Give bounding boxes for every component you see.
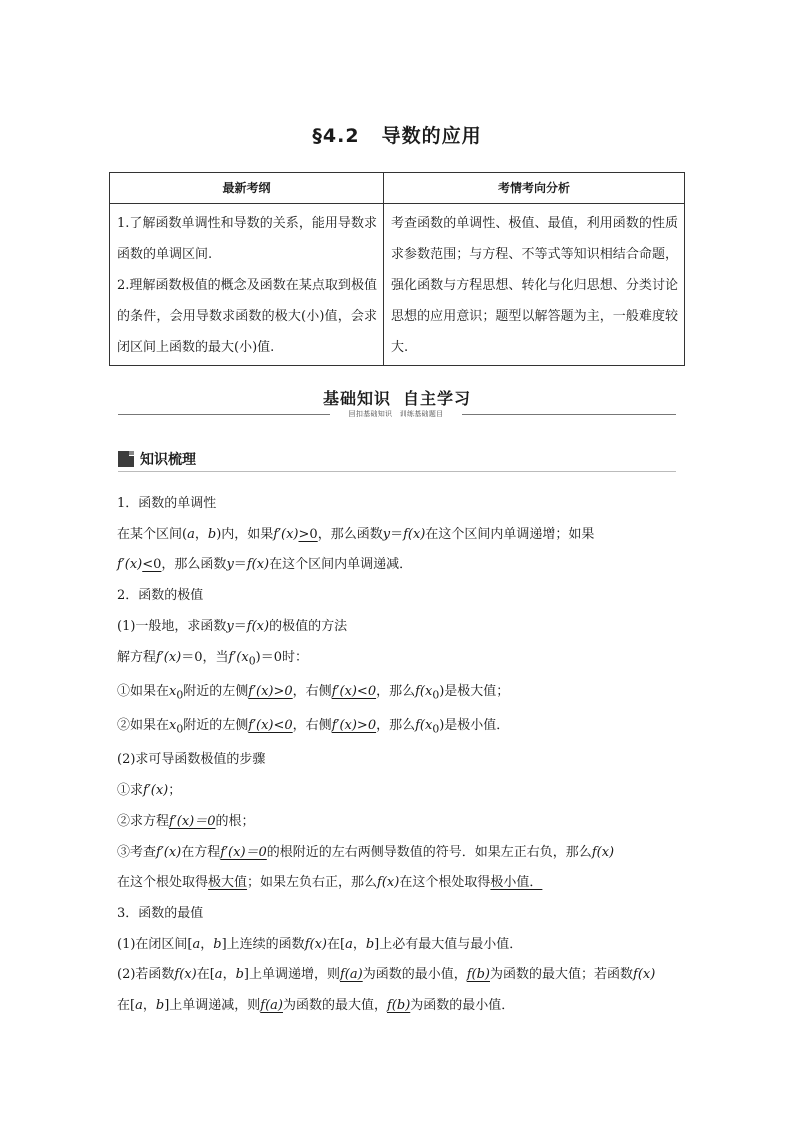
- knowledge-content: [117, 489, 677, 1022]
- section-heading: [0, 386, 794, 409]
- knowledge-heading: [118, 449, 196, 469]
- square-block-icon: [118, 451, 134, 467]
- text-line: (2)若函数f(x)在[a，b]上单调递增，则f(a)为函数的最小值，f(b)为函数的最大值；若函数f(x): [117, 967, 656, 983]
- section-subtitle: 回扣基础知识 训练基础题目: [348, 410, 444, 418]
- text-line: ②求方程f′(x)＝0的根；: [117, 813, 255, 829]
- syllabus-right-cell: [384, 204, 685, 366]
- divider-left: [118, 414, 330, 415]
- text-line: 解方程f′(x)＝0，当$f'(x_0)=0$时：: [117, 649, 308, 668]
- section-title-b: 自主学习: [403, 389, 472, 408]
- header-latest-syllabus: 最新考纲: [110, 173, 384, 204]
- text-line: (2)求可导函数极值的步骤: [117, 752, 266, 768]
- text-line: (1)在闭区间[a，b]上连续的函数f(x)在[a，b]上必有最大值与最小值．: [117, 936, 523, 952]
- page-title: [0, 121, 794, 148]
- header-exam-analysis: 考情考向分析: [384, 173, 685, 204]
- text-line: 在这个根处取得极大值；如果左负右正，那么f(x)在这个根处取得极小值．: [117, 875, 543, 891]
- section-number: §4.2: [312, 125, 360, 147]
- section-title: 导数的应用: [381, 125, 482, 147]
- knowledge-title: 知识梳理: [140, 452, 196, 468]
- divider-right: [462, 414, 676, 415]
- syllabus-item: 2.理解函数极值的概念及函数在某点取到极值的条件，会用导数求函数的极大(小)值，会求闭区间上函数的最大(小)值.: [117, 278, 377, 355]
- analysis-text: 考查函数的单调性、极值、最值，利用函数的性质求参数范围；与方程、不等式等知识相结合命题，强化函数与方程思想、转化与化归思想、分类讨论思想的应用意识；题型以解答题为主，一般难度较大.: [391, 216, 678, 355]
- knowledge-divider: [118, 471, 676, 472]
- text-line: ①求f′(x)；: [117, 783, 182, 799]
- text-line: f′(x)<0，那么函数y＝f(x)在这个区间内单调递减．: [117, 557, 413, 573]
- syllabus-item: 1.了解函数单调性和导数的关系，能用导数求函数的单调区间.: [117, 216, 377, 262]
- text-line: 在[a，b]上单调递减，则f(a)为函数的最大值，f(b)为函数的最小值．: [117, 998, 515, 1014]
- table-header-row: [110, 173, 685, 204]
- syllabus-table: [109, 172, 685, 366]
- syllabus-left-cell: [110, 204, 384, 366]
- subsection-heading: 2．函数的极值: [117, 588, 204, 604]
- text-line: 在某个区间(a，b)内，如果f′(x)>0，那么函数y＝f(x)在这个区间内单调递增；如果: [117, 526, 595, 542]
- subsection-heading: 3．函数的最值: [117, 905, 204, 921]
- section-title-a: 基础知识: [322, 389, 391, 408]
- text-line: ②如果在$x_0$附近的左侧f′(x)<0，右侧f′(x)>0，那么$f(x_0)$是极小值．: [117, 718, 510, 736]
- table-body-row: [110, 204, 685, 366]
- text-line: ③考查f′(x)在方程f′(x)＝0的根附近的左右两侧导数值的符号．如果左正右负，那么f(x): [117, 844, 615, 860]
- text-line: (1)一般地，求函数y＝f(x)的极值的方法: [117, 618, 348, 634]
- subsection-heading: 1．函数的单调性: [117, 496, 217, 511]
- text-line: ①如果在$x_0$附近的左侧f′(x)>0，右侧f′(x)<0，那么$f(x_0)$是极大值；: [117, 683, 510, 702]
